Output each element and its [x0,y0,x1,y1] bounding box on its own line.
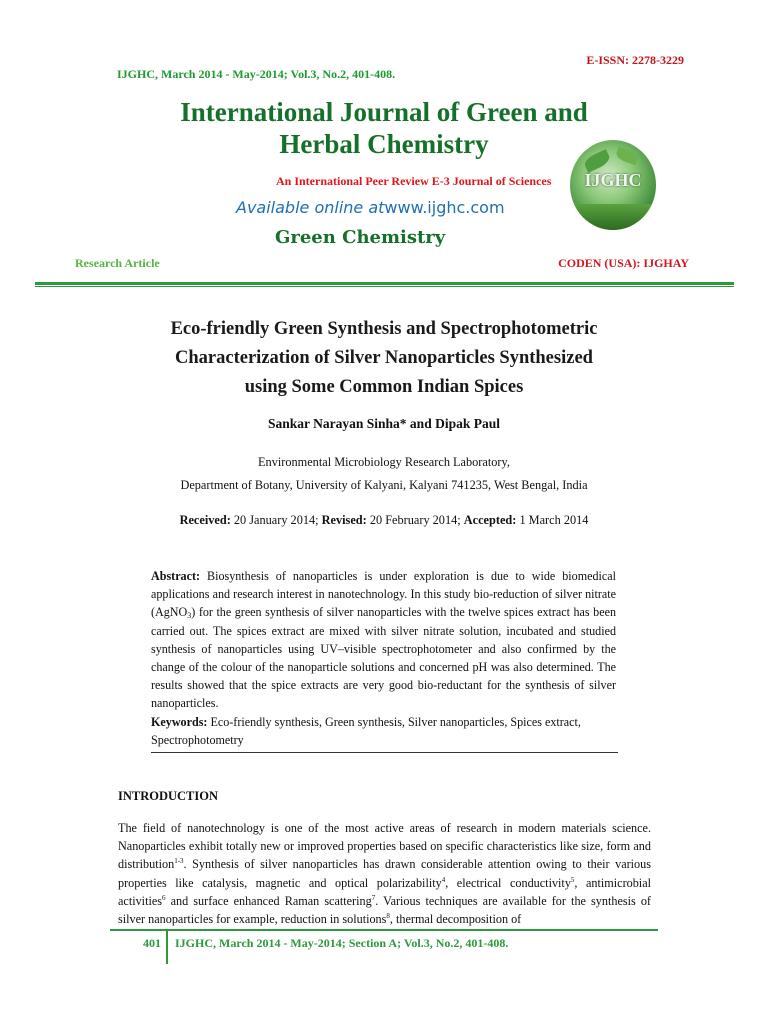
available-online-label: Available online at [236,198,385,217]
section-name: Green Chemistry [275,227,446,248]
citation-ref: 7 [371,893,376,902]
abstract [151,567,616,713]
footer-divider [110,929,658,931]
citation-ref: 1-3 [174,857,184,866]
accepted-date: 1 March 2014 [519,513,589,527]
article-dates [90,513,678,528]
available-online [236,198,505,217]
introduction-heading: INTRODUCTION [118,789,219,803]
citation-ref: 4 [441,875,446,884]
revised-label: Revised: [321,513,367,527]
received-date: 20 January 2014; [233,513,319,527]
abstract-divider [151,752,618,753]
intro-text: , thermal decomposition of [389,912,522,927]
coden: CODEN (USA): IJGHAY [558,256,689,270]
intro-text: The field of nanotechnology is one of the most active areas of research in modern materials science. Nanoparticles exhibit totally new or improved properties based on specific characteristics like size, form and distribution [118,821,651,872]
citation-ref: 5 [570,875,575,884]
article-type: Research Article [75,256,160,270]
authors: Sankar Narayan Sinha* and Dipak Paul [268,416,500,431]
article-title-line2: Characterization of Silver Nanoparticles Synthesized [175,348,593,368]
abstract-label: Abstract: [151,569,201,583]
journal-title-line2: Herbal Chemistry [279,129,489,159]
logo-text: IJGHC [584,170,642,190]
article-title-line1: Eco-friendly Green Synthesis and Spectrophotometric [170,319,598,339]
citation-ref: 8 [386,912,390,921]
intro-text: , electrical conductivity [445,875,571,890]
abstract-subscript: 3 [187,611,192,621]
article-title [90,315,678,402]
intro-text: , antimicrobial activities [118,875,651,908]
website-link[interactable]: www.ijghc.com [384,198,505,217]
affiliation-line1: Environmental Microbiology Research Laboratory, [258,455,510,469]
revised-date: 20 February 2014; [369,513,461,527]
received-label: Received: [179,513,231,527]
abstract-text-b: ) for the green synthesis of silver nanoparticles with the twelve spices extract has been carried out. The spices extract are mixed with silver nitrate solution, incubated and studied synthesis of nanoparticles using UV–visible spectrophotometer and also confirmed by the change of the colour of the nanoparticle solutions and concerned pH was also determined. The results showed that the spice extracts are very good bio-reductant for the synthesis of silver nanoparticles. [151,605,616,711]
header-divider [35,282,734,285]
affiliation-line2: Department of Botany, University of Kalyani, Kalyani 741235, West Bengal, India [180,478,588,492]
abstract-text-a: Biosynthesis of nanoparticles is under exploration is due to wide biomedical applications and research interest in nanotechnology. In this study bio-reduction of silver nitrate (AgNO [151,569,616,620]
intro-text: . Various techniques are available for the synthesis of silver nanoparticles for example, reduction in solutions [118,893,651,927]
leaf-icon [615,147,640,166]
peer-review-tagline: An International Peer Review E-3 Journal of Sciences [276,174,552,188]
header-divider-thin [35,286,734,287]
keywords [151,713,616,749]
affiliation [90,451,678,497]
keywords-text: Eco-friendly synthesis, Green synthesis, Silver nanoparticles, Spices extract, Spectrophotometry [151,715,581,748]
intro-text: . Synthesis of silver nanoparticles has drawn considerable attention owing to their various properties like catalysis, magnetic and optical polarizability [118,857,651,890]
journal-citation: IJGHC, March 2014 - May-2014; Vol.3, No.2, 401-408. [117,67,396,81]
intro-text: and surface enhanced Raman scattering [165,893,372,908]
journal-title [110,96,658,160]
page-number: 401 [143,936,161,950]
footer-vertical-rule [166,931,168,964]
introduction-paragraph [118,819,651,928]
citation-ref: 6 [162,893,166,902]
journal-title-line1: International Journal of Green and [180,97,588,127]
article-title-line3: using Some Common Indian Spices [244,377,524,397]
grass-shape [570,204,656,230]
eissn: E-ISSN: 2278-3229 [586,53,684,67]
accepted-label: Accepted: [463,513,517,527]
footer-citation: IJGHC, March 2014 - May-2014; Section A; Vol.3, No.2, 401-408. [175,936,509,950]
keywords-label: Keywords: [151,715,208,729]
